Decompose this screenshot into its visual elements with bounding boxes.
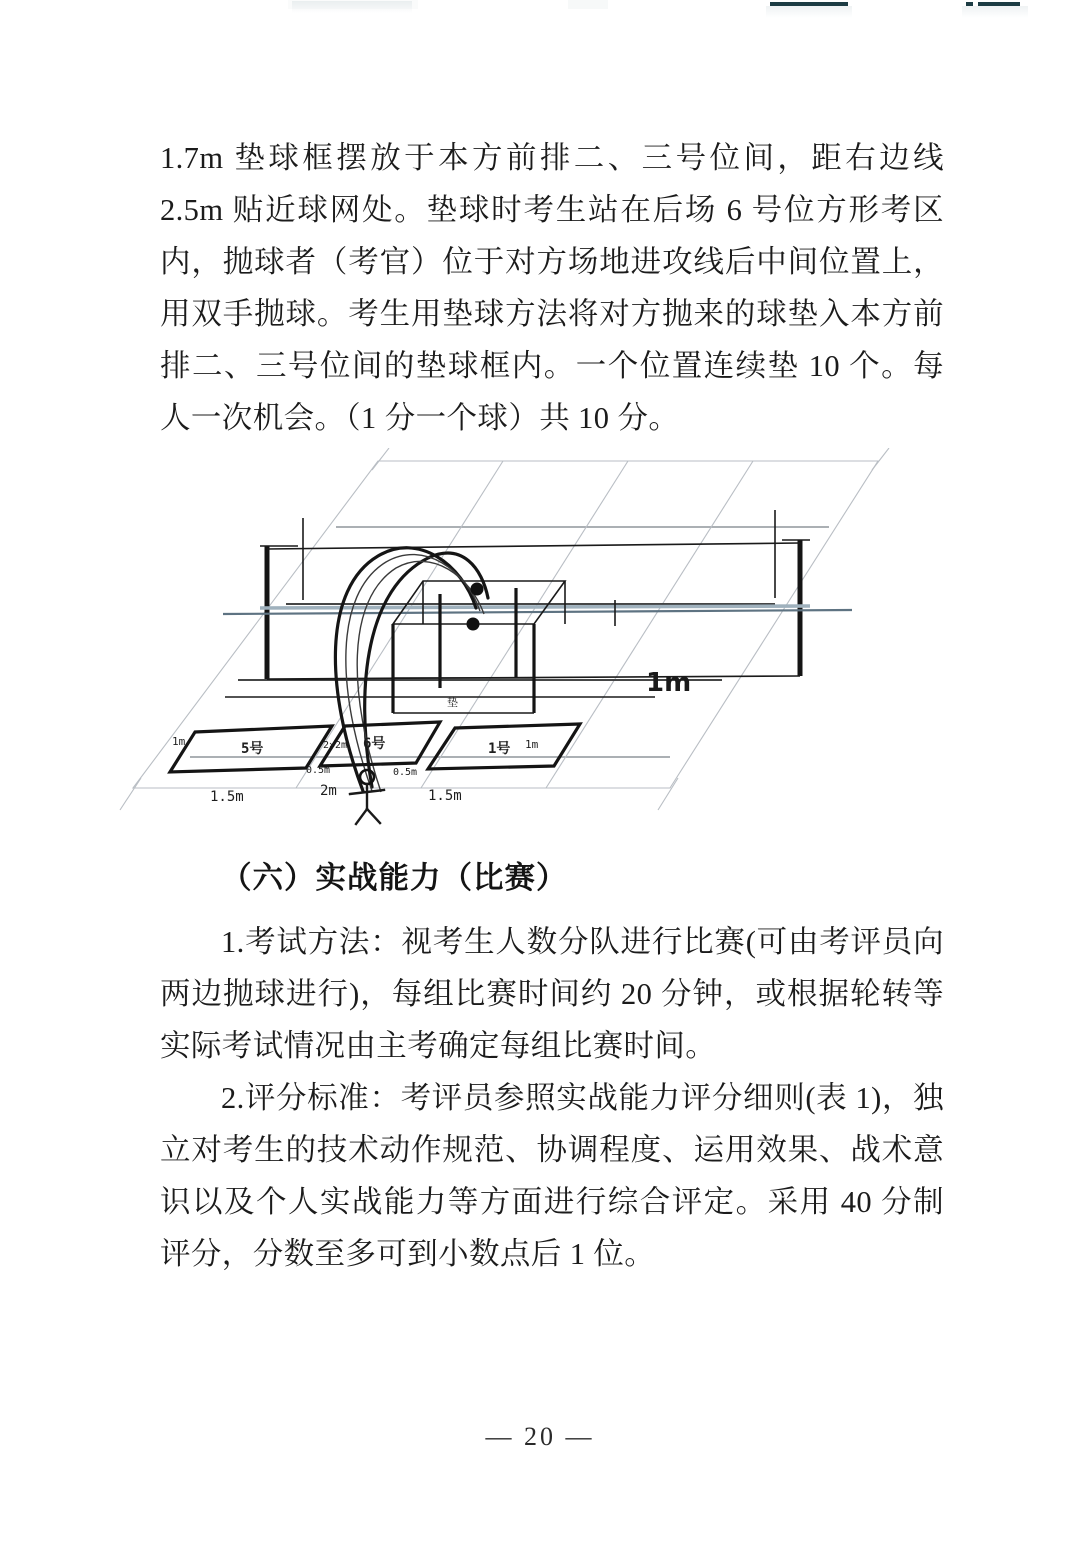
- figure-label-zone5: 5号: [241, 741, 264, 757]
- paragraph-scoring-standard-text: 2.评分标准：考评员参照实战能力评分细则(表 1)，独立对考生的技术动作规范、协调程度、运用效果、战术意识以及个人实战能力等方面进行综合评定。采用 40 分制评分，分数至多可到小数点后 1 位。: [160, 1081, 944, 1271]
- figure-dim-court-edge: 1m: [646, 668, 692, 698]
- artifact-faint-block-mid: [568, 0, 608, 9]
- top-chrome-artifacts: [0, 0, 1080, 18]
- section-heading: （六）实战能力（比赛）: [221, 861, 568, 895]
- volleyball-court-diagram: [110, 448, 890, 826]
- figure-dim-gap-left: 1.5m: [210, 789, 244, 805]
- figure-dim-left-width: 1m: [172, 735, 186, 748]
- figure-dim-depth-left: 0.5m: [306, 765, 331, 776]
- page-number: — 20 —: [485, 1422, 595, 1451]
- artifact-ghost-text-right: [962, 6, 1028, 18]
- paragraph-exam-method: [160, 916, 944, 1072]
- figure-label-box: 垫: [447, 696, 458, 709]
- figure-dim-gap-right: 1.5m: [428, 788, 462, 804]
- artifact-ghost-text-mid: [766, 6, 852, 18]
- paragraph-exam-method-text: 1.考试方法：视考生人数分队进行比赛(可由考评员向两边抛球进行)，每组比赛时间约 20 分钟，或根据轮转等实际考试情况由主考确定每组比赛时间。: [160, 925, 944, 1063]
- figure-label-zone1: 1号: [488, 741, 511, 757]
- figure-dim-zone-size: 2×2m: [323, 740, 348, 751]
- figure-label-zone6: 6号: [363, 736, 386, 752]
- figure-dim-right-width: 1m: [525, 738, 539, 751]
- paragraph-measurement-instructions: 1.7m 垫球框摆放于本方前排二、三号位间，距右边线 2.5m 贴近球网处。垫球时考生站在后场 6 号位方形考区内，抛球者（考官）位于对方场地进攻线后中间位置上，用双手抛球。考生用垫球方法将对方抛来的球垫入本方前排二、三号位间的垫球框内。一个位置连续垫 10 个。每人一次机会。（1 分一个球）共 10 分。: [160, 141, 944, 435]
- artifact-ghost-text-left: [292, 1, 412, 13]
- paragraph-scoring-standard: [160, 1072, 944, 1280]
- figure-dim-depth-center: 0.5m: [393, 767, 418, 778]
- figure-dim-gap-mid: 2m: [320, 783, 337, 799]
